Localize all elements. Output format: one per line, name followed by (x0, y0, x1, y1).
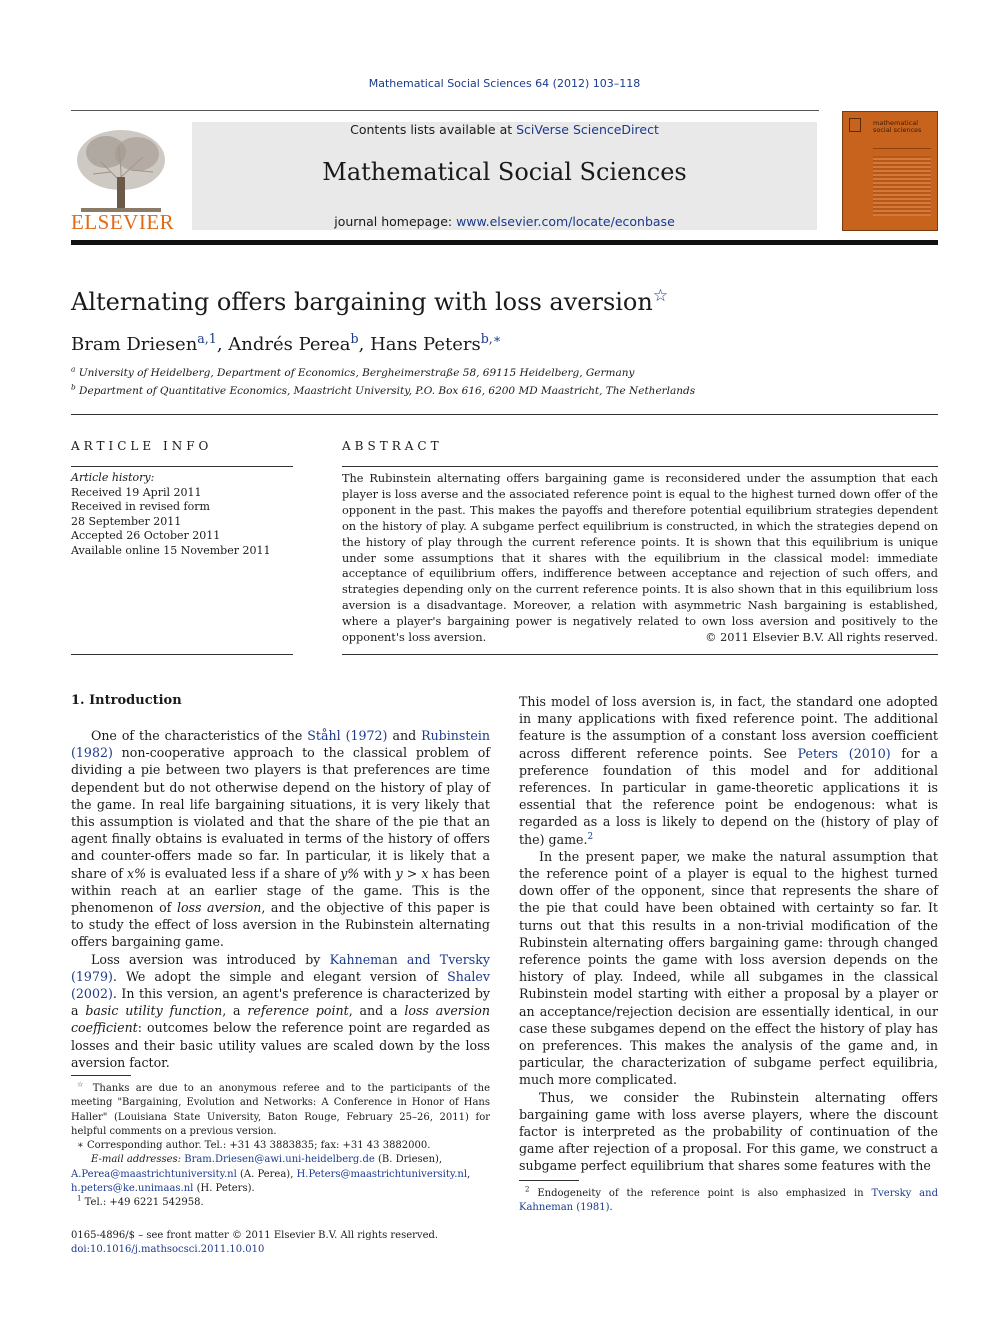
history-item: Received in revised form (71, 500, 210, 513)
affiliation-mark: b (71, 382, 76, 392)
author-name: Andrés Perea (228, 334, 351, 355)
email-link[interactable]: A.Perea@maastrichtuniversity.nl (71, 1168, 237, 1180)
citation-link[interactable]: Ståhl (1972) (307, 728, 388, 743)
abstract-text: The Rubinstein alternating offers bargaining game is reconsidered under the assumption that each player is loss averse and the associated reference point is equal to the highest turned down offer of the opponent in the past. This makes the payoffs and therefore potential equilibrium strategies dependent on the history of play. A subgame perfect equilibrium is constructed, in which the strategies depend on the history of play through the current reference points. It is shown that this equilibrium is unique under some assumptions that it shares with the equilibrium in the classical model: immediate acceptance of equilibrium offers, indifference between acceptance and rejection of such offers, and strategies depending only on the current reference points. It is also shown that in this equilibrium loss aversion is a disadvantage. Moreover, a relation with asymmetric Nash bargaining is established, where a player's bargaining power is negatively related to own loss aversion and positively to the opponent's loss aversion. (342, 472, 938, 645)
abstract-heading: ABSTRACT (342, 439, 443, 453)
email-footnote: E-mail addresses: Bram.Driesen@awi.uni-heidelberg.de (B. Driesen), (91, 1154, 443, 1166)
abstract-bottom-rule (342, 654, 938, 655)
paragraph: Loss aversion was introduced by Kahneman and Tversky (1979). We adopt the simple and elegant version of Shalev (2002). In this version, an agent's preference is characterized by a basic utility function, a reference point, and a loss aversion coefficient: outcomes below the reference point are regarded as losses and their basic utility values are scaled down by the loss aversion factor. (71, 951, 490, 1070)
endogeneity-footnote: $^2$ Endogeneity of the reference point is also emphasized in Tversky and Kahneman (1981). (519, 1185, 938, 1214)
history-item: Accepted 26 October 2011 (71, 529, 221, 542)
elsevier-wordmark: ELSEVIER (71, 210, 175, 234)
email-footnote-cont: h.peters@ke.unimaas.nl (H. Peters). (71, 1183, 255, 1195)
affiliation-text: University of Heidelberg, Department of Economics, Bergheimerstraße 58, 69115 Heidelberg, Germany (78, 367, 635, 379)
author-list: Bram Driesen$^{a,1}$, Andrés Perea$^b$, Hans Peters$^{b,∗}$ (71, 331, 502, 355)
article-info-bottom-rule (71, 654, 293, 655)
cover-title: mathematical social sciences (873, 119, 922, 134)
author-name: Bram Driesen (71, 334, 198, 355)
left-footnotes (71, 1082, 490, 1211)
copyright: © 2011 Elsevier B.V. All rights reserved. (705, 631, 938, 644)
article-title (71, 285, 931, 316)
header-thick-rule (71, 240, 938, 245)
journal-citation[interactable]: Mathematical Social Sciences 64 (2012) 103–118 (368, 77, 641, 90)
footnote-mark: 2 (525, 1185, 530, 1194)
history-item: Received 19 April 2011 (71, 485, 202, 499)
email-link[interactable]: Bram.Driesen@awi.uni-heidelberg.de (184, 1154, 375, 1166)
header-rule (71, 110, 819, 111)
article-info-rule (71, 466, 293, 467)
affiliation (71, 382, 931, 397)
homepage-line (192, 214, 817, 229)
journal-title: Mathematical Social Sciences (322, 158, 687, 186)
footnote-rule (519, 1180, 579, 1181)
author-marks[interactable]: a,1 (197, 331, 217, 346)
front-matter (71, 1229, 490, 1258)
citation-link[interactable]: Peters (2010) (797, 745, 891, 761)
author-marks[interactable]: b,∗ (480, 331, 502, 346)
homepage-link[interactable]: www.elsevier.com/locate/econbase (456, 214, 675, 229)
author-marks[interactable]: b (350, 331, 359, 346)
email-link[interactable]: h.peters@ke.unimaas.nl (71, 1183, 194, 1195)
journal-cover-thumbnail[interactable] (842, 111, 938, 231)
history-label: Article history: (71, 471, 155, 484)
right-footnote (519, 1187, 938, 1216)
footnote-mark: ☆ (77, 1080, 87, 1089)
affiliation (71, 364, 931, 379)
author-name: Hans Peters (370, 334, 481, 355)
citation-link[interactable]: Shalev (2002) (71, 968, 490, 1002)
doi-link[interactable]: doi:10.1016/j.mathsocsci.2011.10.010 (71, 1244, 265, 1256)
footnote-rule (71, 1075, 131, 1076)
history-item: 28 September 2011 (71, 514, 182, 528)
paragraph: This model of loss aversion is, in fact, the standard one adopted in many applications with fixed reference point. The additional feature is the assumption of a constant loss aversion coefficient across different reference points. See Peters (2010) for a preference foundation of this model and for additional references. In particular in game-theoretic applications it is essential that the reference point be endogenous: what is regarded as a loss is likely to depend on the (history of play of the) game.$^2$ (519, 694, 938, 847)
article-title-text: Alternating offers bargaining with loss aversion (71, 288, 653, 316)
tel-footnote: $^1$ Tel.: +49 6221 542958. (77, 1195, 204, 1209)
contents-line (192, 122, 817, 137)
footnote-mark: 1 (77, 1195, 82, 1204)
affiliation-text: Department of Quantitative Economics, Maastricht University, P.O. Box 616, 6200 MD Maastricht, The Netherlands (79, 385, 696, 397)
corresponding-footnote: ∗ Corresponding author. Tel.: +31 43 3883835; fax: +31 43 3882000. (77, 1140, 431, 1152)
paragraph: Thus, we consider the Rubinstein alternating offers bargaining game with loss averse players, where the discount factor is interpreted as the probability of continuation of the game after rejection of a proposal. For this game, we construct a subgame perfect equilibrium that shares some features with the (519, 1089, 938, 1174)
affiliation-mark: a (71, 364, 76, 374)
footnote-ref[interactable]: 2 (587, 831, 594, 842)
paragraph: One of the characteristics of the Ståhl (1972) and Rubinstein (1982) non-cooperative approach to the classical problem of dividing a pie between two players is that preferences are time dependent but do not otherwise depend on the history of play of the game. In real life bargaining situations, it is very likely that this assumption is violated and that the share of the pie that an agent finally obtains is evaluated in terms of the history of offers and counter-offers made so far. In particular, it is likely that a share of x% is evaluated less if a share of y% with y > x has been within reach at an earlier stage of the game. This is the phenomenon of loss aversion, and the objective of this paper is to study the effect of loss aversion in the Rubinstein alternating offers bargaining game. (71, 728, 491, 950)
acknowledgement-footnote: ☆ Thanks are due to an anonymous referee and to the participants of the meeting "Bargaining, Evolution and Networks: A Conference in Honor of Hans Haller" (Louisiana State University, Baton Rouge, February 25–26, 2011) for helpful comments on a previous version. (71, 1080, 490, 1137)
cover-emblem-icon (849, 118, 861, 132)
history-item: Available online 15 November 2011 (71, 543, 271, 557)
issn-line: 0165-4896/$ – see front matter © 2011 Elsevier B.V. All rights reserved. (71, 1230, 439, 1241)
title-footnote-mark[interactable]: ☆ (652, 285, 668, 305)
citation-link[interactable]: Tversky and Kahneman (1981) (519, 1188, 938, 1214)
affiliation-rule (71, 414, 938, 415)
article-info-heading: ARTICLE INFO (71, 439, 213, 453)
article-history (71, 471, 291, 558)
right-column-text (519, 693, 938, 1175)
footnote-mark: ∗ (77, 1140, 84, 1152)
citation-link[interactable]: Rubinstein (1982) (71, 728, 491, 761)
cover-contents-pattern (873, 156, 931, 216)
abstract-rule (342, 466, 938, 467)
section-heading: 1. Introduction (71, 693, 182, 708)
contents-prefix: Contents lists available at (350, 122, 517, 137)
email-footnote-cont: A.Perea@maastrichtuniversity.nl (A. Perea), H.Peters@maastrichtuniversity.nl, (71, 1168, 471, 1180)
left-column-text (71, 727, 490, 1071)
citation-link[interactable]: Kahneman and Tversky (1979) (71, 951, 490, 984)
email-link[interactable]: H.Peters@maastrichtuniversity.nl (296, 1168, 468, 1180)
cover-line (873, 148, 931, 149)
sciencedirect-link[interactable]: SciVerse ScienceDirect (516, 122, 659, 137)
paragraph: In the present paper, we make the natural assumption that the reference point of a player is equal to the highest turned down offer of the opponent, since that represents the share of the pie that could have been obtained with certainty so far. It turns out that this results in a non-trivial modification of the Rubinstein alternating offers bargaining game: through changed reference points the game with loss aversion depends on the history of play. Indeed, while all subgames in the classical Rubinstein model starting with either a proposal by a player or an acceptance/rejection decision are essentially identical, in our case these subgames depend on the effect the history of play has on preferences. This makes the analysis of the game and, in particular, the characterization of subgame perfect equilibria, much more complicated. (519, 848, 938, 1088)
homepage-prefix: journal homepage: (334, 214, 457, 229)
